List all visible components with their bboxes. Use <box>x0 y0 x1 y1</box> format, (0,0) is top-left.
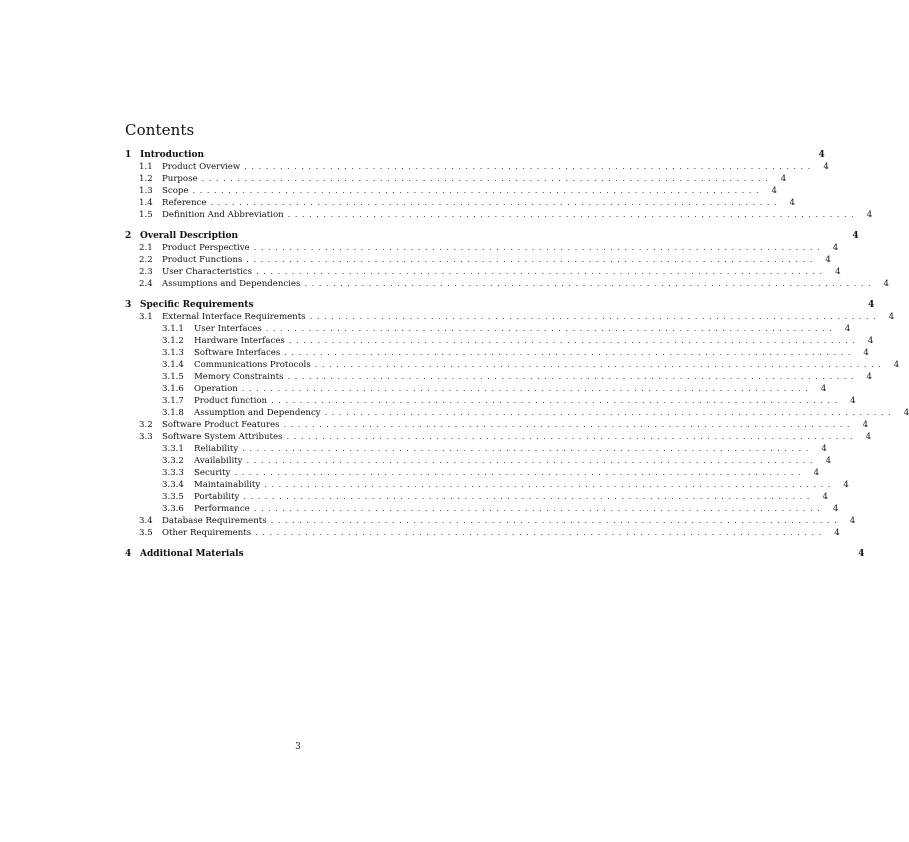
toc-leader-dots: ................................................................................ <box>324 408 896 418</box>
toc-entry-number: 3 <box>125 300 132 310</box>
toc-leader-dots: ................................................................................ <box>253 504 825 514</box>
toc-leader-dots: ................................................................................ <box>201 174 773 184</box>
toc-entry-title: Definition And Abbreviation <box>162 210 284 220</box>
toc-entry-2-1[interactable] <box>125 242 839 254</box>
toc-entry-2[interactable] <box>125 230 859 242</box>
toc-entry-title: Introduction <box>140 150 205 160</box>
toc-entry-number: 3.1 <box>139 312 153 322</box>
toc-entry-title: Product Overview <box>162 162 241 172</box>
toc-entry-3-3-6[interactable] <box>125 503 839 515</box>
toc-entry-page: 4 <box>850 396 856 406</box>
toc-section <box>125 548 865 560</box>
toc-entry-page: 4 <box>832 504 839 514</box>
toc-entry-title: Product Functions <box>162 255 243 265</box>
toc-entry-page: 4 <box>789 198 795 208</box>
toc-entry-page: 4 <box>771 186 778 196</box>
toc-leader-dots: ................................................................................ <box>210 198 781 208</box>
toc-entry-title: Specific Requirements <box>140 300 254 310</box>
toc-leader-dots: ................................................................................ <box>244 162 815 172</box>
toc-entry-number: 3.3.4 <box>162 480 184 490</box>
toc-entry-1-4[interactable] <box>125 197 795 209</box>
toc-entry-page: 4 <box>867 300 875 310</box>
toc-leader-dots: ................................................................................ <box>288 336 860 346</box>
toc-entry-3-1-6[interactable] <box>125 383 827 395</box>
toc-entry-page: 4 <box>813 468 820 478</box>
toc-entry-title: Reliability <box>194 444 239 454</box>
toc-leader-dots: ................................................................................ <box>304 279 875 289</box>
toc-entry-page: 4 <box>852 231 859 241</box>
toc-entry-number: 2.4 <box>139 279 153 289</box>
toc-entry-page: 4 <box>834 528 840 538</box>
toc-section <box>125 230 889 290</box>
toc-entry-number: 3.1.5 <box>162 372 184 382</box>
toc-entry-4[interactable] <box>125 548 865 560</box>
toc-entry-page: 4 <box>893 360 900 370</box>
toc-entry-title: Software System Attributes <box>162 432 283 442</box>
toc-entry-3[interactable] <box>125 299 875 311</box>
toc-entry-number: 1.3 <box>139 186 153 196</box>
toc-entry-page: 4 <box>820 384 827 394</box>
toc-entry-number: 3.3.2 <box>162 456 184 466</box>
toc-entry-number: 1.1 <box>139 162 153 172</box>
toc-entry-page: 4 <box>844 324 851 334</box>
toc-entry-title: Scope <box>162 186 189 196</box>
toc-entry-page: 4 <box>888 312 895 322</box>
page-number: 3 <box>295 742 301 752</box>
toc-entry-number: 1 <box>125 150 132 160</box>
toc-leader-dots: ................................................................................ <box>314 360 886 370</box>
toc-entry-page: 4 <box>825 456 832 466</box>
toc-leader-dots: ................................................................................ <box>246 456 818 466</box>
toc-entry-page: 4 <box>865 432 872 442</box>
toc-entry-title: Additional Materials <box>140 549 244 559</box>
toc-entry-page: 4 <box>835 267 841 277</box>
toc-entry-number: 2.3 <box>139 267 153 277</box>
toc-entry-3-1-8[interactable] <box>125 407 909 419</box>
toc-entry-title: User Characteristics <box>162 267 253 277</box>
toc-entry-number: 3.1.6 <box>162 384 184 394</box>
toc-section <box>125 149 873 221</box>
toc-entry-number: 1.5 <box>139 210 153 220</box>
toc-entry-page: 4 <box>883 279 889 289</box>
toc-entry-number: 3.3 <box>139 432 153 442</box>
toc-entry-1-2[interactable] <box>125 173 787 185</box>
toc-entry-2-2[interactable] <box>125 254 831 266</box>
toc-entry-page: 4 <box>823 162 829 172</box>
toc-entry-page: 4 <box>832 243 839 253</box>
toc-leader-dots: ................................................................................ <box>234 468 806 478</box>
toc-entry-title: Hardware Interfaces <box>194 336 285 346</box>
toc-entry-3-3-3[interactable] <box>125 467 820 479</box>
toc-entry-page: 4 <box>822 492 828 502</box>
toc-entry-3-3[interactable] <box>125 431 872 443</box>
toc-entry-number: 3.1.2 <box>162 336 184 346</box>
toc-title: Contents <box>125 121 195 139</box>
toc-entry-page: 4 <box>867 336 874 346</box>
toc-entry-3-1-5[interactable] <box>125 371 872 383</box>
toc-entry-3-3-1[interactable] <box>125 443 827 455</box>
toc-entry-title: Other Requirements <box>162 528 252 538</box>
toc-entry-title: Assumption and Dependency <box>194 408 321 418</box>
toc-leader-dots: ................................................................................ <box>287 210 859 220</box>
toc-entry-title: Communications Protocols <box>194 360 311 370</box>
toc-entry-number: 3.3.3 <box>162 468 184 478</box>
toc-entry-number: 3.1.1 <box>162 324 184 334</box>
toc-entry-3-5[interactable] <box>125 527 840 539</box>
toc-entry-number: 2 <box>125 231 132 241</box>
toc-entry-page: 4 <box>903 408 909 418</box>
toc-leader-dots: ................................................................................ <box>286 432 858 442</box>
toc-entry-page: 4 <box>858 549 865 559</box>
toc-entry-number: 3.5 <box>139 528 153 538</box>
toc-entry-3-1-7[interactable] <box>125 395 856 407</box>
toc-leader-dots: ................................................................................ <box>287 372 858 382</box>
toc-leader-dots: ................................................................................ <box>253 243 825 253</box>
toc-leader-dots: ................................................................................ <box>192 186 764 196</box>
toc-entry-3-1-2[interactable] <box>125 335 874 347</box>
toc-leader-dots: ................................................................................ <box>265 324 837 334</box>
toc-entry-title: Memory Constraints <box>194 372 284 382</box>
toc-entry-1-5[interactable] <box>125 209 873 221</box>
toc-entry-number: 3.1.8 <box>162 408 184 418</box>
toc-entry-page: 4 <box>825 255 831 265</box>
toc-entry-3-3-4[interactable] <box>125 479 849 491</box>
toc-entry-number: 1.4 <box>139 198 153 208</box>
toc-entry-3-1-3[interactable] <box>125 347 869 359</box>
toc-leader-dots: ................................................................................ <box>270 516 842 526</box>
toc-entry-title: Overall Description <box>140 231 238 241</box>
toc-entry-title: User Interfaces <box>194 324 262 334</box>
toc-leader-dots: ................................................................................ <box>255 528 826 538</box>
toc-entry-number: 3.1.3 <box>162 348 184 358</box>
toc-entry-3-1-4[interactable] <box>125 359 900 371</box>
toc-entry-title: Performance <box>194 504 250 514</box>
toc-entry-page: 4 <box>866 210 873 220</box>
toc-entry-number: 3.3.5 <box>162 492 184 502</box>
toc-leader-dots: ................................................................................ <box>256 267 827 277</box>
toc-entry-title: Software Product Features <box>162 420 280 430</box>
toc-entry-number: 3.3.1 <box>162 444 184 454</box>
toc-entry-title: Maintainability <box>194 480 261 490</box>
toc-entry-2-3[interactable] <box>125 266 841 278</box>
toc-entry-number: 4 <box>125 549 132 559</box>
toc-entry-page: 4 <box>843 480 849 490</box>
toc-entry-title: Assumptions and Dependencies <box>162 279 301 289</box>
toc-entry-number: 3.1.7 <box>162 396 184 406</box>
toc-leader-dots: ................................................................................ <box>284 348 855 358</box>
toc-entry-number: 3.2 <box>139 420 153 430</box>
toc-entry-page: 4 <box>821 444 827 454</box>
toc-entry-title: Portability <box>194 492 240 502</box>
toc-entry-number: 3.3.6 <box>162 504 184 514</box>
toc-entry-1-1[interactable] <box>125 161 829 173</box>
toc-entry-page: 4 <box>862 420 869 430</box>
toc-entry-3-1-1[interactable] <box>125 323 851 335</box>
toc-leader-dots: ................................................................................ <box>271 396 842 406</box>
toc-entry-1-3[interactable] <box>125 185 778 197</box>
toc-entry-3-1[interactable] <box>125 311 895 323</box>
toc-entry-title: Product function <box>194 396 268 406</box>
toc-leader-dots: ................................................................................ <box>264 480 835 490</box>
toc-entry-title: External Interface Requirements <box>162 312 306 322</box>
toc-entry-title: Availability <box>194 456 243 466</box>
toc-entry-page: 4 <box>849 516 856 526</box>
toc-entry-2-4[interactable] <box>125 278 889 290</box>
toc-leader-dots: ................................................................................ <box>246 255 817 265</box>
toc-entry-number: 2.2 <box>139 255 153 265</box>
toc-entry-number: 2.1 <box>139 243 153 253</box>
toc-leader-dots: ................................................................................ <box>309 312 881 322</box>
toc-entry-title: Product Perspective <box>162 243 250 253</box>
toc-entry-title: Reference <box>162 198 207 208</box>
toc-entry-number: 3.4 <box>139 516 153 526</box>
toc-leader-dots: ................................................................................ <box>243 492 814 502</box>
toc-entry-3-4[interactable] <box>125 515 856 527</box>
toc-entry-number: 1.2 <box>139 174 153 184</box>
toc-entry-1[interactable] <box>125 149 825 161</box>
toc-entry-page: 4 <box>818 150 825 160</box>
toc-leader-dots: ................................................................................ <box>241 384 813 394</box>
toc-entry-3-3-2[interactable] <box>125 455 832 467</box>
toc-entry-page: 4 <box>866 372 872 382</box>
toc-entry-3-3-5[interactable] <box>125 491 828 503</box>
toc-leader-dots: ................................................................................ <box>283 420 855 430</box>
toc-entry-title: Security <box>194 468 231 478</box>
toc-entry-title: Software Interfaces <box>194 348 281 358</box>
toc-leader-dots: ................................................................................ <box>242 444 813 454</box>
toc-entry-title: Database Requirements <box>162 516 267 526</box>
toc-entry-page: 4 <box>780 174 787 184</box>
toc-entry-title: Purpose <box>162 174 198 184</box>
toc-entry-title: Operation <box>194 384 238 394</box>
toc-entry-number: 3.1.4 <box>162 360 184 370</box>
toc-entry-page: 4 <box>863 348 869 358</box>
toc-entry-3-2[interactable] <box>125 419 869 431</box>
table-of-contents <box>125 149 909 569</box>
toc-section <box>125 299 909 539</box>
